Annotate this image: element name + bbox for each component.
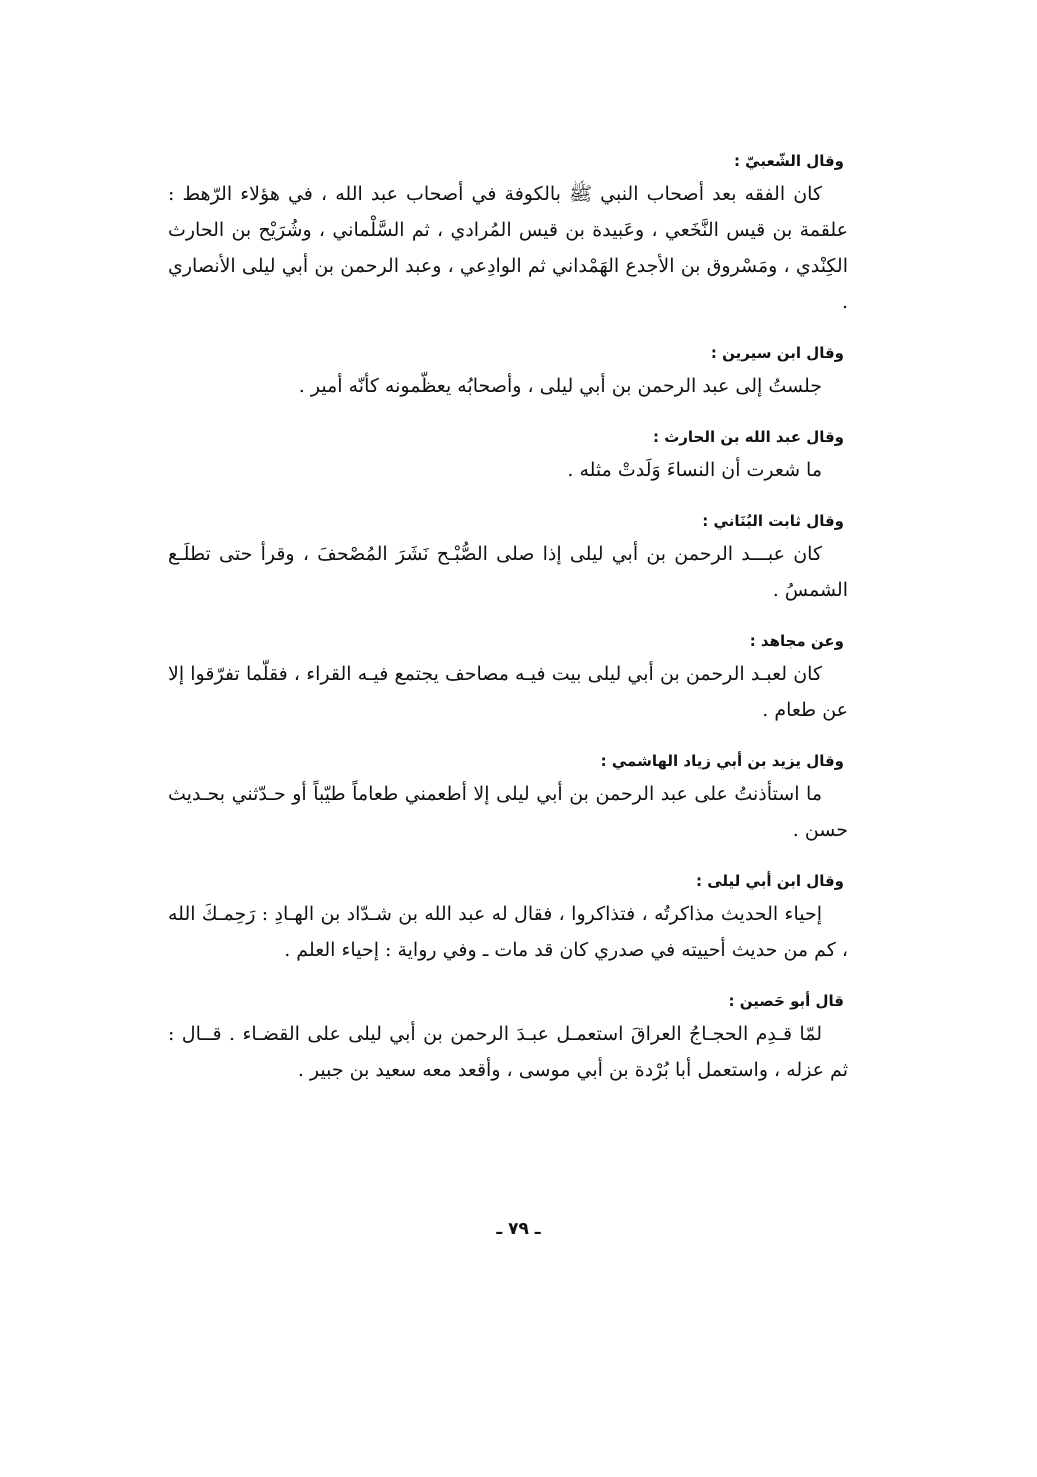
section-heading: وقال ابن أبي ليلى : bbox=[696, 872, 844, 890]
section bbox=[168, 750, 848, 848]
page-body bbox=[168, 150, 848, 1110]
section-heading: وقال ثابت البُنَاني : bbox=[702, 512, 844, 530]
section-paragraph: كان لعبـد الرحمن بن أبي ليلى بيت فيـه مصاحف يجتمع فيـه القراء ، فقلّما تفرّقوا إلا عن طعام . bbox=[168, 663, 848, 721]
section-heading: وقال عبد الله بن الحارث : bbox=[653, 428, 844, 446]
section-paragraph: إحياء الحديث مذاكرتُه ، فتذاكروا ، فقال له عبد الله بن شـدّاد بن الهـادِ : رَحِمـكَ الله ، كم من حديث أحييته في صدري كان قد مات ـ وفي رواية : إحياء العلم . bbox=[168, 903, 848, 961]
section-paragraph: جلستُ إلى عبد الرحمن بن أبي ليلى ، وأصحابُه يعظّمونه كأنّه أمير . bbox=[298, 375, 822, 397]
section bbox=[168, 630, 848, 728]
section bbox=[168, 342, 848, 404]
section-heading: قال أبو حَصين : bbox=[728, 992, 844, 1010]
section-heading: وقال الشّعبيّ : bbox=[733, 152, 844, 170]
section-heading: وقال ابن سيرين : bbox=[710, 344, 844, 362]
section-heading: وقال يزيد بن أبي زياد الهاشمي : bbox=[600, 752, 844, 770]
section-paragraph: كان الفقه بعد أصحاب النبي ﷺ بالكوفة في أصحاب عبد الله ، في هؤلاء الرّهط : علقمة بن قيس النَّخَعي ، وعَبيدة بن قيس المُرادي ، ثم السَّلْماني ، وشُرَيْح بن الحارث الكِنْدي ، ومَسْروق بن الأجدع الهَمْداني ثم الوادِعي ، وعبد الرحمن بن أبي ليلى الأنصاري . bbox=[168, 183, 848, 313]
section bbox=[168, 426, 848, 488]
section-heading: وعن مجاهد : bbox=[749, 632, 844, 650]
section bbox=[168, 150, 848, 320]
section-paragraph: كان عبـــد الرحمن بن أبي ليلى إذا صلى الصُّبْـح نَشَرَ المُصْحفَ ، وقرأ حتى تطلَـع الشمسُ . bbox=[168, 543, 848, 601]
section bbox=[168, 510, 848, 608]
section-paragraph: ما استأذنتُ على عبد الرحمن بن أبي ليلى إلا أطعمني طعاماً طيّباً أو حـدّثني بحـديث حسن . bbox=[168, 783, 848, 841]
section-paragraph: ما شعرت أن النساءَ وَلَدتْ مثله . bbox=[567, 459, 822, 481]
section-paragraph: لمّا قـدِم الحجـاجُ العراقَ استعمـل عبـدَ الرحمن بن أبي ليلى على القضـاء . قــال : ثم عزله ، واستعمل أبا بُرْدة بن أبي موسى ، وأقعد معه سعيد بن جبير . bbox=[168, 1023, 848, 1081]
section bbox=[168, 870, 848, 968]
page-number: ـ ٧٩ ـ bbox=[496, 1219, 541, 1239]
section bbox=[168, 990, 848, 1088]
